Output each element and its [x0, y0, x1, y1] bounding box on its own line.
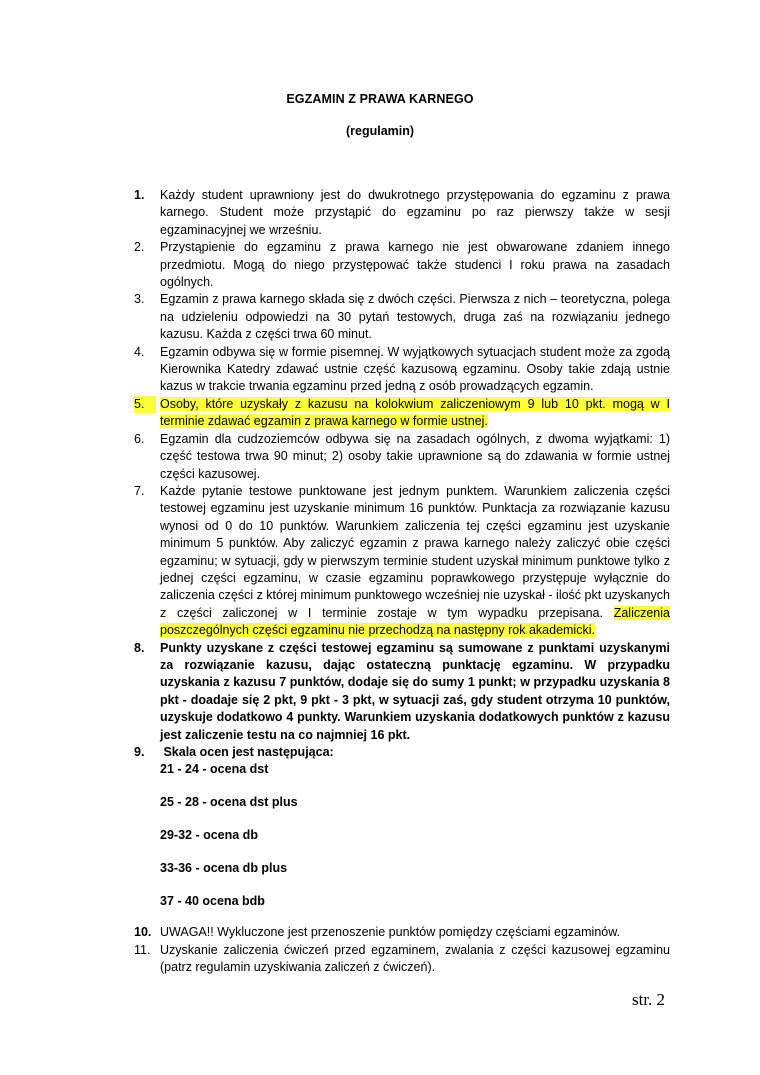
grade-entry: 21 - 24 - ocena dst	[160, 762, 269, 777]
item-number: 10.	[134, 925, 152, 940]
item-text: Uzyskanie zaliczenia ćwiczeń przed egzaminem, zwalania z części kazusowej egzaminu (patrz regulamin uzyskiwania zaliczeń z ćwiczeń).	[160, 942, 670, 975]
item-text: Przystąpienie do egzaminu z prawa karnego nie jest obwarowane zdaniem innego przedmiotu. Mogą do niego przystępować także studenci I roku prawa na zasadach ogólnych.	[160, 240, 670, 290]
list-item-3	[0, 291, 760, 343]
item-number: 3.	[134, 292, 145, 307]
item-number: 5.	[134, 396, 156, 413]
item-number: 11.	[134, 942, 151, 957]
document-title: EGZAMIN Z PRAWA KARNEGO	[286, 92, 474, 106]
list-item-7	[0, 483, 760, 640]
item-text: Każdy student uprawniony jest do dwukrotnego przystępowania do egzaminu z prawa karnego. Student może przystąpić do egzaminu po raz pierwszy także w sesji egzaminacyjnej we wrześniu.	[160, 188, 670, 237]
page-number: str. 2	[632, 990, 666, 1009]
item-number: 8.	[134, 640, 145, 655]
item-number: 9.	[134, 745, 145, 759]
item-number: 7.	[134, 483, 145, 498]
item-text: Egzamin z prawa karnego składa się z dwóch części. Pierwsza z nich – teoretyczna, polega na udzieleniu odpowiedzi na 30 pytań testowych, druga zaś na rozwiązaniu jednego kazusu. Każda z części trwa 60 minut.	[160, 292, 670, 342]
highlighted-text: Osoby, które uzyskały z kazusu na kolokwium zaliczeniowym 9 lub 10 pkt. mogą w I terminie zdawać egzamin z prawa karnego w formie ustnej.	[160, 396, 670, 429]
item-number: 4.	[134, 344, 145, 359]
grade-entry: 37 - 40 ocena bdb	[160, 894, 265, 909]
item-text: Egzamin dla cudzoziemców odbywa się na zasadach ogólnych, z dwoma wyjątkami: 1) część testowa trwa 90 minut; 2) osoby takie uprawnione są do zdawania w formie ustnej części kazusowej.	[160, 431, 670, 481]
item-number: 6.	[134, 431, 145, 446]
item-number: 2.	[134, 240, 145, 255]
item-text-body: Każde pytanie testowe punktowane jest jednym punktem. Warunkiem zaliczenia części testowej egzaminu jest uzyskanie minimum 16 punktów. Punktacja za rozwiązanie kazusu wynosi od 0 do 10 punktów. Warunkiem zaliczenia tej części egzaminu jest uzyskanie minimum 5 punktów. Aby zaliczyć egzamin z prawa karnego należy zaliczyć obie części egzaminu; w sytuacji, gdy w pierwszym terminie student uzyskał minimum punktowe tylko z jednej części egzaminu, w czasie egzaminu poprawkowego przystępuje wyłącznie do zaliczenia części z której minimum punktowego wcześniej nie uzyskał - ilość pkt uzyskanych z części zaliczonej w I terminie zostaje w tym wypadku przepisana.	[160, 483, 670, 620]
item-text: Egzamin odbywa się w formie pisemnej. W wyjątkowych sytuacjach student może za zgodą Kierownika Katedry zdawać ustnie część kazusową egzaminu. Osoby takie zdają ustnie kazus w trakcie trwania egzaminu przed jedną z osób prowadzących egzamin.	[160, 344, 670, 394]
list-item-5	[0, 396, 760, 431]
grade-entry: 25 - 28 - ocena dst plus	[160, 795, 298, 810]
grade-list	[160, 761, 670, 910]
list-item-8	[0, 640, 760, 744]
highlighted-text: Zaliczenia poszczególnych części egzaminu nie przechodzą na następny rok akademicki.	[160, 605, 670, 638]
item-text	[160, 483, 670, 640]
item-text	[160, 744, 670, 910]
list-item-11	[0, 942, 760, 977]
document-subtitle: (regulamin)	[346, 124, 415, 138]
list-item-9	[0, 744, 760, 910]
item-text-highlighted	[160, 396, 670, 431]
item-number: 1.	[134, 188, 145, 202]
regulation-list	[0, 187, 760, 977]
list-item-4	[0, 344, 760, 396]
grade-entry: 29-32 - ocena db	[160, 828, 258, 843]
grade-scale-heading: Skala ocen jest następująca:	[160, 745, 334, 759]
item-text: UWAGA!! Wykluczone jest przenoszenie punktów pomiędzy częściami egzaminów.	[160, 925, 621, 940]
list-item-6	[0, 431, 760, 483]
item-text: Punkty uzyskane z części testowej egzaminu są sumowane z punktami uzyskanymi za rozwiązanie kazusu, dając ostateczną punktację egzaminu. W przypadku uzyskania z kazusu 7 punktów, dodaje się do sumy 1 punkt; w przypadku uzyskania 8 pkt - doadaje się 2 pkt, 9 pkt - 3 pkt, w sytuacji zaś, gdy student otrzyma 10 punktów, uzyskuje dodatkowo 4 punkty. Warunkiem uzyskania dodatkowych punktów z kazusu jest zaliczenie testu na co najmniej 16 pkt.	[160, 640, 670, 742]
list-item-10	[0, 924, 760, 941]
grade-entry: 33-36 - ocena db plus	[160, 861, 288, 876]
list-item-2	[0, 239, 760, 291]
list-item-1	[0, 187, 760, 239]
